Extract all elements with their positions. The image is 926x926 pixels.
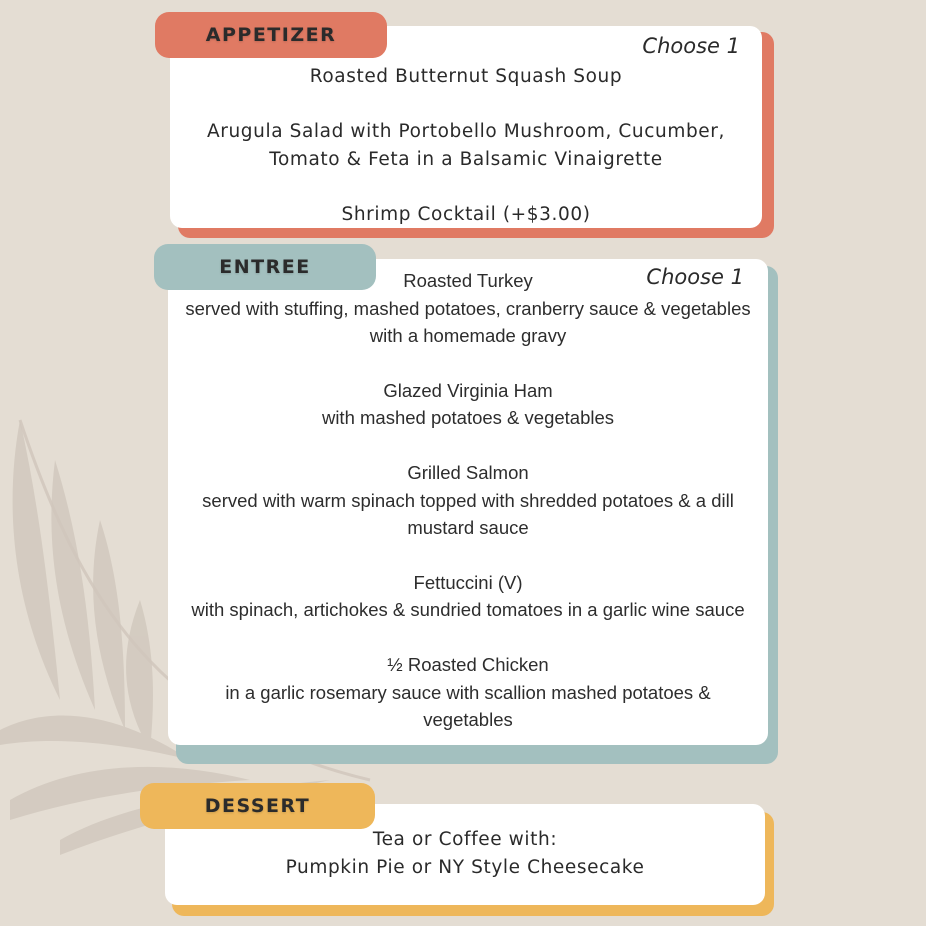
entree-dish-name: Fettuccini (V) [413, 572, 523, 593]
entree-choose-label: Choose 1 [646, 265, 744, 289]
entree-description: mustard sauce [407, 517, 529, 538]
dessert-item: Pumpkin Pie or NY Style Cheesecake [285, 857, 645, 878]
entree-description: served with warm spinach topped with shredded potatoes & a dill [202, 490, 734, 511]
dessert-item: Tea or Coffee with: [372, 829, 558, 850]
appetizer-choose-label: Choose 1 [642, 34, 740, 58]
entree-description: served with stuffing, mashed potatoes, cranberry sauce & vegetables [185, 298, 751, 319]
dessert-heading: DESSERT [140, 783, 375, 829]
entree-description: vegetables [423, 709, 513, 730]
appetizer-item: Arugula Salad with Portobello Mushroom, Cucumber, [207, 121, 725, 142]
entree-heading: ENTREE [154, 244, 376, 290]
entree-dish-name: Roasted Turkey [403, 270, 533, 291]
appetizer-item: Roasted Butternut Squash Soup [309, 66, 623, 87]
entree-dish-name: Glazed Virginia Ham [383, 380, 553, 401]
appetizer-item: Tomato & Feta in a Balsamic Vinaigrette [269, 149, 663, 170]
entree-description: with a homemade gravy [369, 325, 567, 346]
entree-card [168, 259, 768, 745]
entree-description: with mashed potatoes & vegetables [321, 407, 615, 428]
entree-dish-name: ½ Roasted Chicken [387, 654, 549, 675]
entree-dish-name: Grilled Salmon [407, 462, 529, 483]
appetizer-heading: APPETIZER [155, 12, 387, 58]
entree-description: in a garlic rosemary sauce with scallion mashed potatoes & [225, 682, 711, 703]
entree-description: with spinach, artichokes & sundried tomatoes in a garlic wine sauce [191, 599, 745, 620]
appetizer-item: Shrimp Cocktail (+$3.00) [341, 204, 591, 225]
